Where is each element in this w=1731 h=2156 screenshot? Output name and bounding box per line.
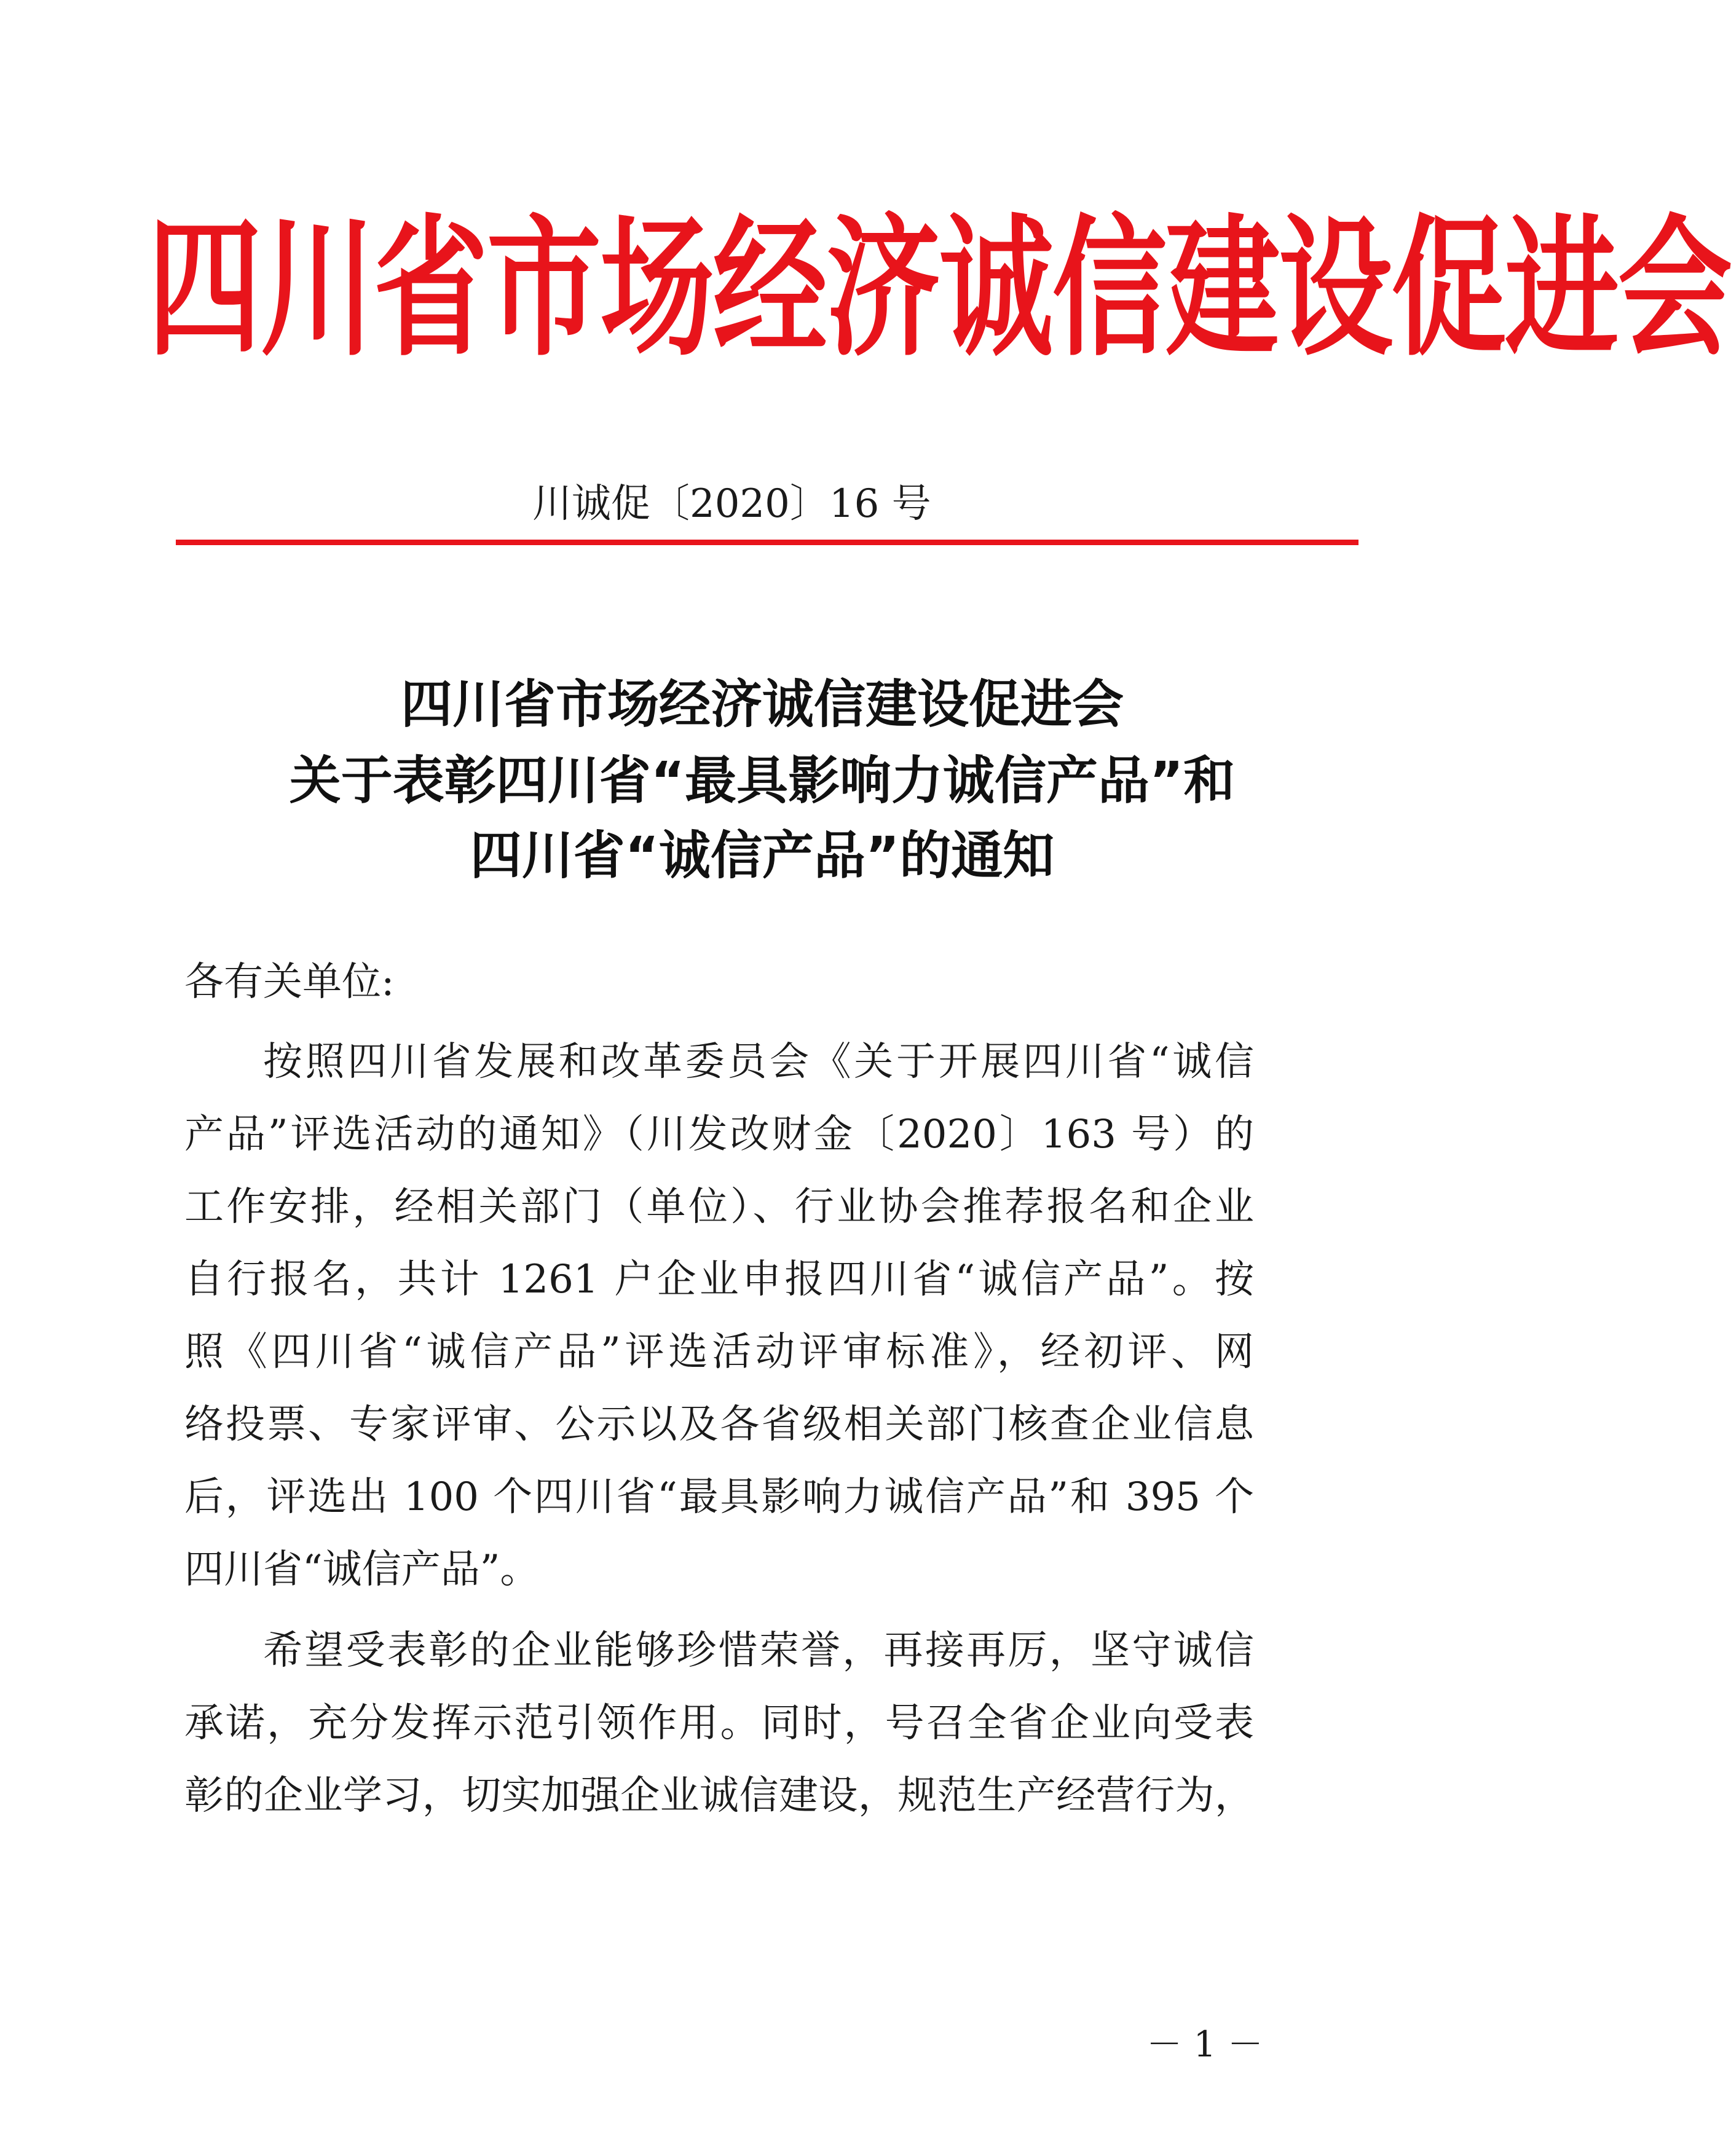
- paragraph-1-line: 照《四川省“诚信产品”评选活动评审标准》，经初评、网: [184, 1329, 1254, 1375]
- masthead-org-name: 四川省市场经济诚信建设促进会: [148, 200, 1731, 377]
- paragraph-2-line: 承诺，充分发挥示范引领作用。同时，号召全省企业向受表: [184, 1701, 1254, 1746]
- paragraph-1-line: 工作安排，经相关部门（单位）、行业协会推荐报名和企业: [184, 1184, 1254, 1230]
- document-number: 川诚促〔2020〕16 号: [532, 481, 931, 527]
- paragraph-1-line: 自行报名，共计 1261 户企业申报四川省“诚信产品”。按: [184, 1257, 1254, 1302]
- paragraph-1-line: 络投票、专家评审、公示以及各省级相关部门核查企业信息: [184, 1402, 1254, 1447]
- title-line-2: 关于表彰四川省“最具影响力诚信产品”和: [289, 750, 1236, 811]
- paragraph-1-line: 四川省“诚信产品”。: [184, 1547, 540, 1592]
- title-line-1: 四川省市场经济诚信建设促进会: [400, 674, 1124, 734]
- red-divider-rule: [176, 540, 1358, 545]
- salutation: 各有关单位:: [184, 959, 395, 1005]
- paragraph-2-line: 彰的企业学习，切实加强企业诚信建设，规范生产经营行为，: [184, 1773, 1254, 1819]
- paragraph-2-line: 希望受表彰的企业能够珍惜荣誉，再接再厉，坚守诚信: [263, 1628, 1254, 1674]
- paragraph-1-line: 按照四川省发展和改革委员会《关于开展四川省“诚信: [263, 1039, 1254, 1085]
- paragraph-1-line: 产品”评选活动的通知》（川发改财金〔2020〕163 号）的: [184, 1112, 1254, 1157]
- page-number: － 1 －: [1146, 2023, 1263, 2065]
- title-line-3: 四川省“诚信产品”的通知: [470, 825, 1055, 886]
- paragraph-1-line: 后，评选出 100 个四川省“最具影响力诚信产品”和 395 个: [184, 1474, 1254, 1520]
